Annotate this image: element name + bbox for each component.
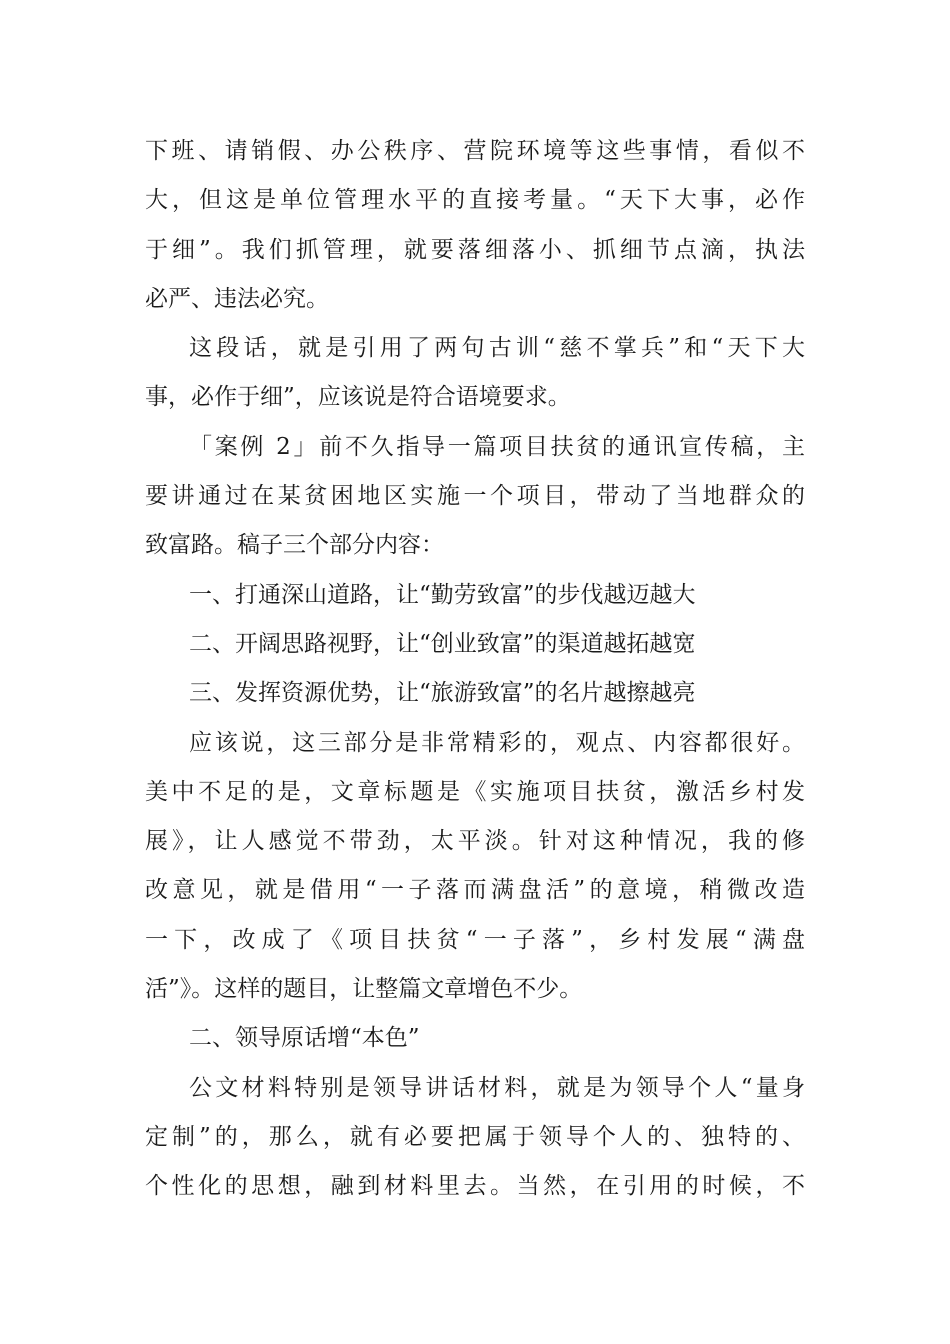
text-line: 下班、请销假、办公秩序、营院环境等这些事情，看似不 [145, 138, 805, 164]
text-line: 「案例 2」前不久指导一篇项目扶贫的通讯宣传稿，主 [189, 433, 805, 460]
text-line: 大，但这是单位管理水平的直接考量。“天下大事，必作 [145, 187, 805, 214]
text-line: 要讲通过在某贫困地区实施一个项目，带动了当地群众的 [145, 483, 805, 510]
list-item: 三、发挥资源优势，让“旅游致富”的名片越擦越亮 [189, 680, 696, 707]
text-line: 改意见，就是借用“一子落而满盘活”的意境，稍微改造 [145, 877, 805, 904]
text-line: 展》，让人感觉不带劲，太平淡。针对这种情况，我的修 [145, 828, 805, 855]
text-line: 定制”的，那么，就有必要把属于领导个人的、独特的、 [145, 1123, 805, 1150]
text-line: 活”》。这样的题目，让整篇文章增色不少。 [145, 976, 583, 1003]
list-item: 一、打通深山道路，让“勤劳致富”的步伐越迈越大 [189, 581, 696, 608]
text-line: 公文材料特别是领导讲话材料，就是为领导个人“量身 [189, 1074, 805, 1101]
text-line: 应该说，这三部分是非常精彩的，观点、内容都很好。 [189, 729, 805, 756]
text-line: 事，必作于细”，应该说是符合语境要求。 [145, 384, 571, 411]
text-line: 个性化的思想，融到材料里去。当然，在引用的时候，不 [145, 1173, 805, 1200]
section-heading: 二、领导原话增“本色” [189, 1025, 420, 1052]
text-line: 这段话，就是引用了两句古训“慈不掌兵”和“天下大 [189, 335, 805, 362]
text-line: 一下，改成了《项目扶贫“一子落”，乡村发展“满盘 [145, 926, 805, 953]
text-line: 致富路。稿子三个部分内容： [145, 532, 444, 559]
document-page [145, 127, 805, 1212]
text-line: 于细”。我们抓管理，就要落细落小、抓细节点滴，执法 [145, 236, 805, 263]
text-line: 必严、违法必究。 [145, 285, 329, 312]
text-line: 美中不足的是，文章标题是《实施项目扶贫，激活乡村发 [145, 778, 805, 805]
list-item: 二、开阔思路视野，让“创业致富”的渠道越拓越宽 [189, 630, 696, 657]
